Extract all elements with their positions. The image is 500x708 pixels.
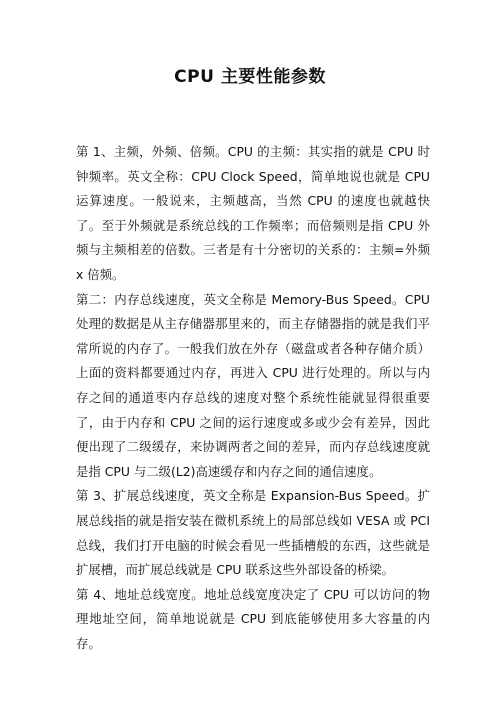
paragraph-address-bus-width: 第 4、地址总线宽度。地址总线宽度决定了 CPU 可以访问的物理地址空间，简单地说就是 CPU 到底能够使用多大容量的内存。: [76, 586, 430, 651]
paragraph-clock-frequency: 第 1、主频，外频、倍频。CPU 的主频：其实指的就是 CPU 时钟频率。英文全称：CPU Clock Speed，简单地说也就是 CPU 运算速度。一般说来，主频越高，当然 CPU 的速度也就越快了。至于外频就是系统总线的工作频率；而倍频则是指 CPU 外频与主频相差的倍数。三者是有十分密切的关系的：主频=外频 x 倍频。: [76, 144, 430, 282]
document-title: CPU 主要性能参数: [174, 67, 326, 87]
paragraph-memory-bus-speed: 第二：内存总线速度，英文全称是 Memory-Bus Speed。CPU 处理的数据是从主存储器那里来的，而主存储器指的就是我们平常所说的内存了。一般我们放在外存（磁盘或者各种存储介质）上面的资料都要通过内存，再进入 CPU 进行处理的。所以与内存之间的通道枣内存总线的速度对整个系统性能就显得很重要了，由于内存和 CPU 之间的运行速度或多或少会有差异，因此便出现了二级缓存，来协调两者之间的差异，而内存总线速度就是指 CPU 与二级(L2)高速缓存和内存之间的通信速度。: [76, 291, 430, 479]
paragraph-expansion-bus-speed: 第 3、扩展总线速度，英文全称是 Expansion-Bus Speed。扩展总线指的就是指安装在微机系统上的局部总线如 VESA 或 PCI 总线，我们打开电脑的时候会看见一些插槽般的东西，这些就是扩展槽，而扩展总线就是 CPU 联系这些外部设备的桥梁。: [76, 488, 430, 578]
document-body: [76, 140, 430, 656]
